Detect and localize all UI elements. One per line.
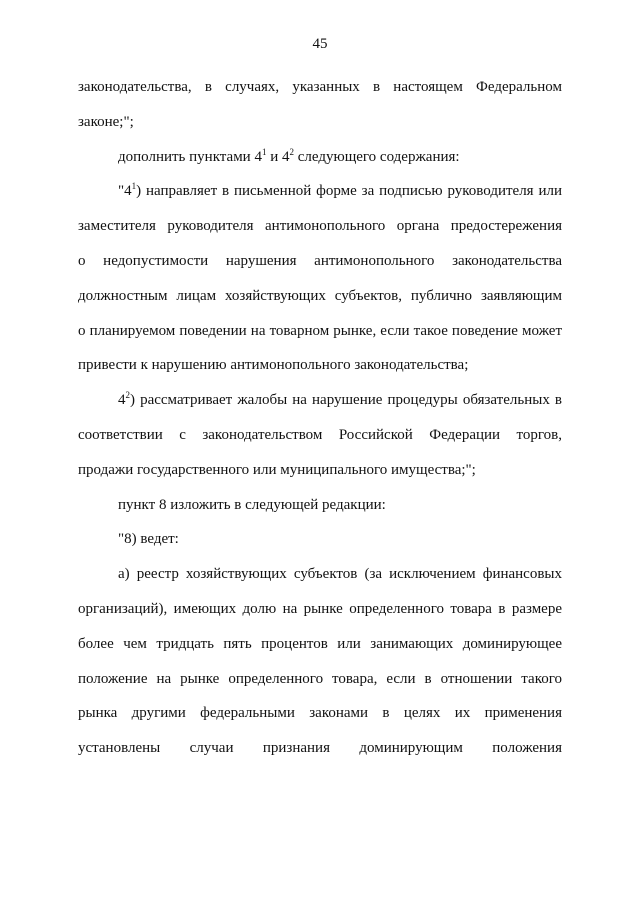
text-line: организаций), имеющих долю на рынке определенного товара в размере bbox=[78, 600, 562, 617]
superscript: 1 bbox=[261, 146, 267, 157]
text-line: о недопустимости нарушения антимонопольного законодательства bbox=[78, 252, 562, 269]
document-body bbox=[78, 70, 562, 766]
text-segment: ) рассматривает жалобы на нарушение процедуры обязательных в bbox=[130, 392, 562, 409]
text-line: законе;"; bbox=[78, 113, 134, 130]
text-line: законодательства, в случаях, указанных в настоящем Федеральном bbox=[78, 79, 562, 95]
text-line: заместителя руководителя антимонопольного органа предостережения bbox=[78, 218, 562, 235]
text-line: пункт 8 изложить в следующей редакции: bbox=[118, 496, 386, 513]
superscript: 2 bbox=[289, 146, 294, 157]
text-line bbox=[78, 140, 562, 175]
text-line: положение на рынке определенного товара, если в отношении такого bbox=[78, 670, 562, 687]
text-line: более чем тридцать пять процентов или занимающих доминирующее bbox=[78, 635, 562, 652]
text-segment: и 4 bbox=[266, 148, 290, 165]
superscript: 2 bbox=[125, 390, 130, 401]
text-line: рынка другими федеральными законами в целях их применения bbox=[78, 705, 562, 722]
text-line: продажи государственного или муниципального имущества;"; bbox=[78, 461, 476, 478]
text-line: соответствии с законодательством Российской Федерации торгов, bbox=[78, 426, 562, 443]
page-number: 45 bbox=[312, 36, 328, 52]
text-line bbox=[78, 174, 562, 209]
text-line: а) реестр хозяйствующих субъектов (за исключением финансовых bbox=[118, 566, 562, 583]
superscript: 1 bbox=[131, 181, 137, 192]
text-line: привести к нарушению антимонопольного законодательства; bbox=[78, 357, 469, 374]
text-segment: следующего содержания: bbox=[294, 148, 460, 165]
text-line: установлены случаи признания доминирующим положения bbox=[78, 740, 562, 757]
text-line: о планируемом поведении на товарном рынке, если такое поведение может bbox=[78, 322, 562, 339]
text-segment: 4 bbox=[118, 392, 126, 409]
text-line: должностным лицам хозяйствующих субъектов, публично заявляющим bbox=[78, 287, 562, 304]
text-line: "8) ведет: bbox=[118, 531, 179, 548]
text-segment: "4 bbox=[118, 183, 132, 200]
text-line bbox=[78, 383, 562, 418]
text-segment: ) направляет в письменной форме за подписью руководителя или bbox=[136, 183, 562, 200]
text-segment: дополнить пунктами 4 bbox=[118, 148, 262, 165]
